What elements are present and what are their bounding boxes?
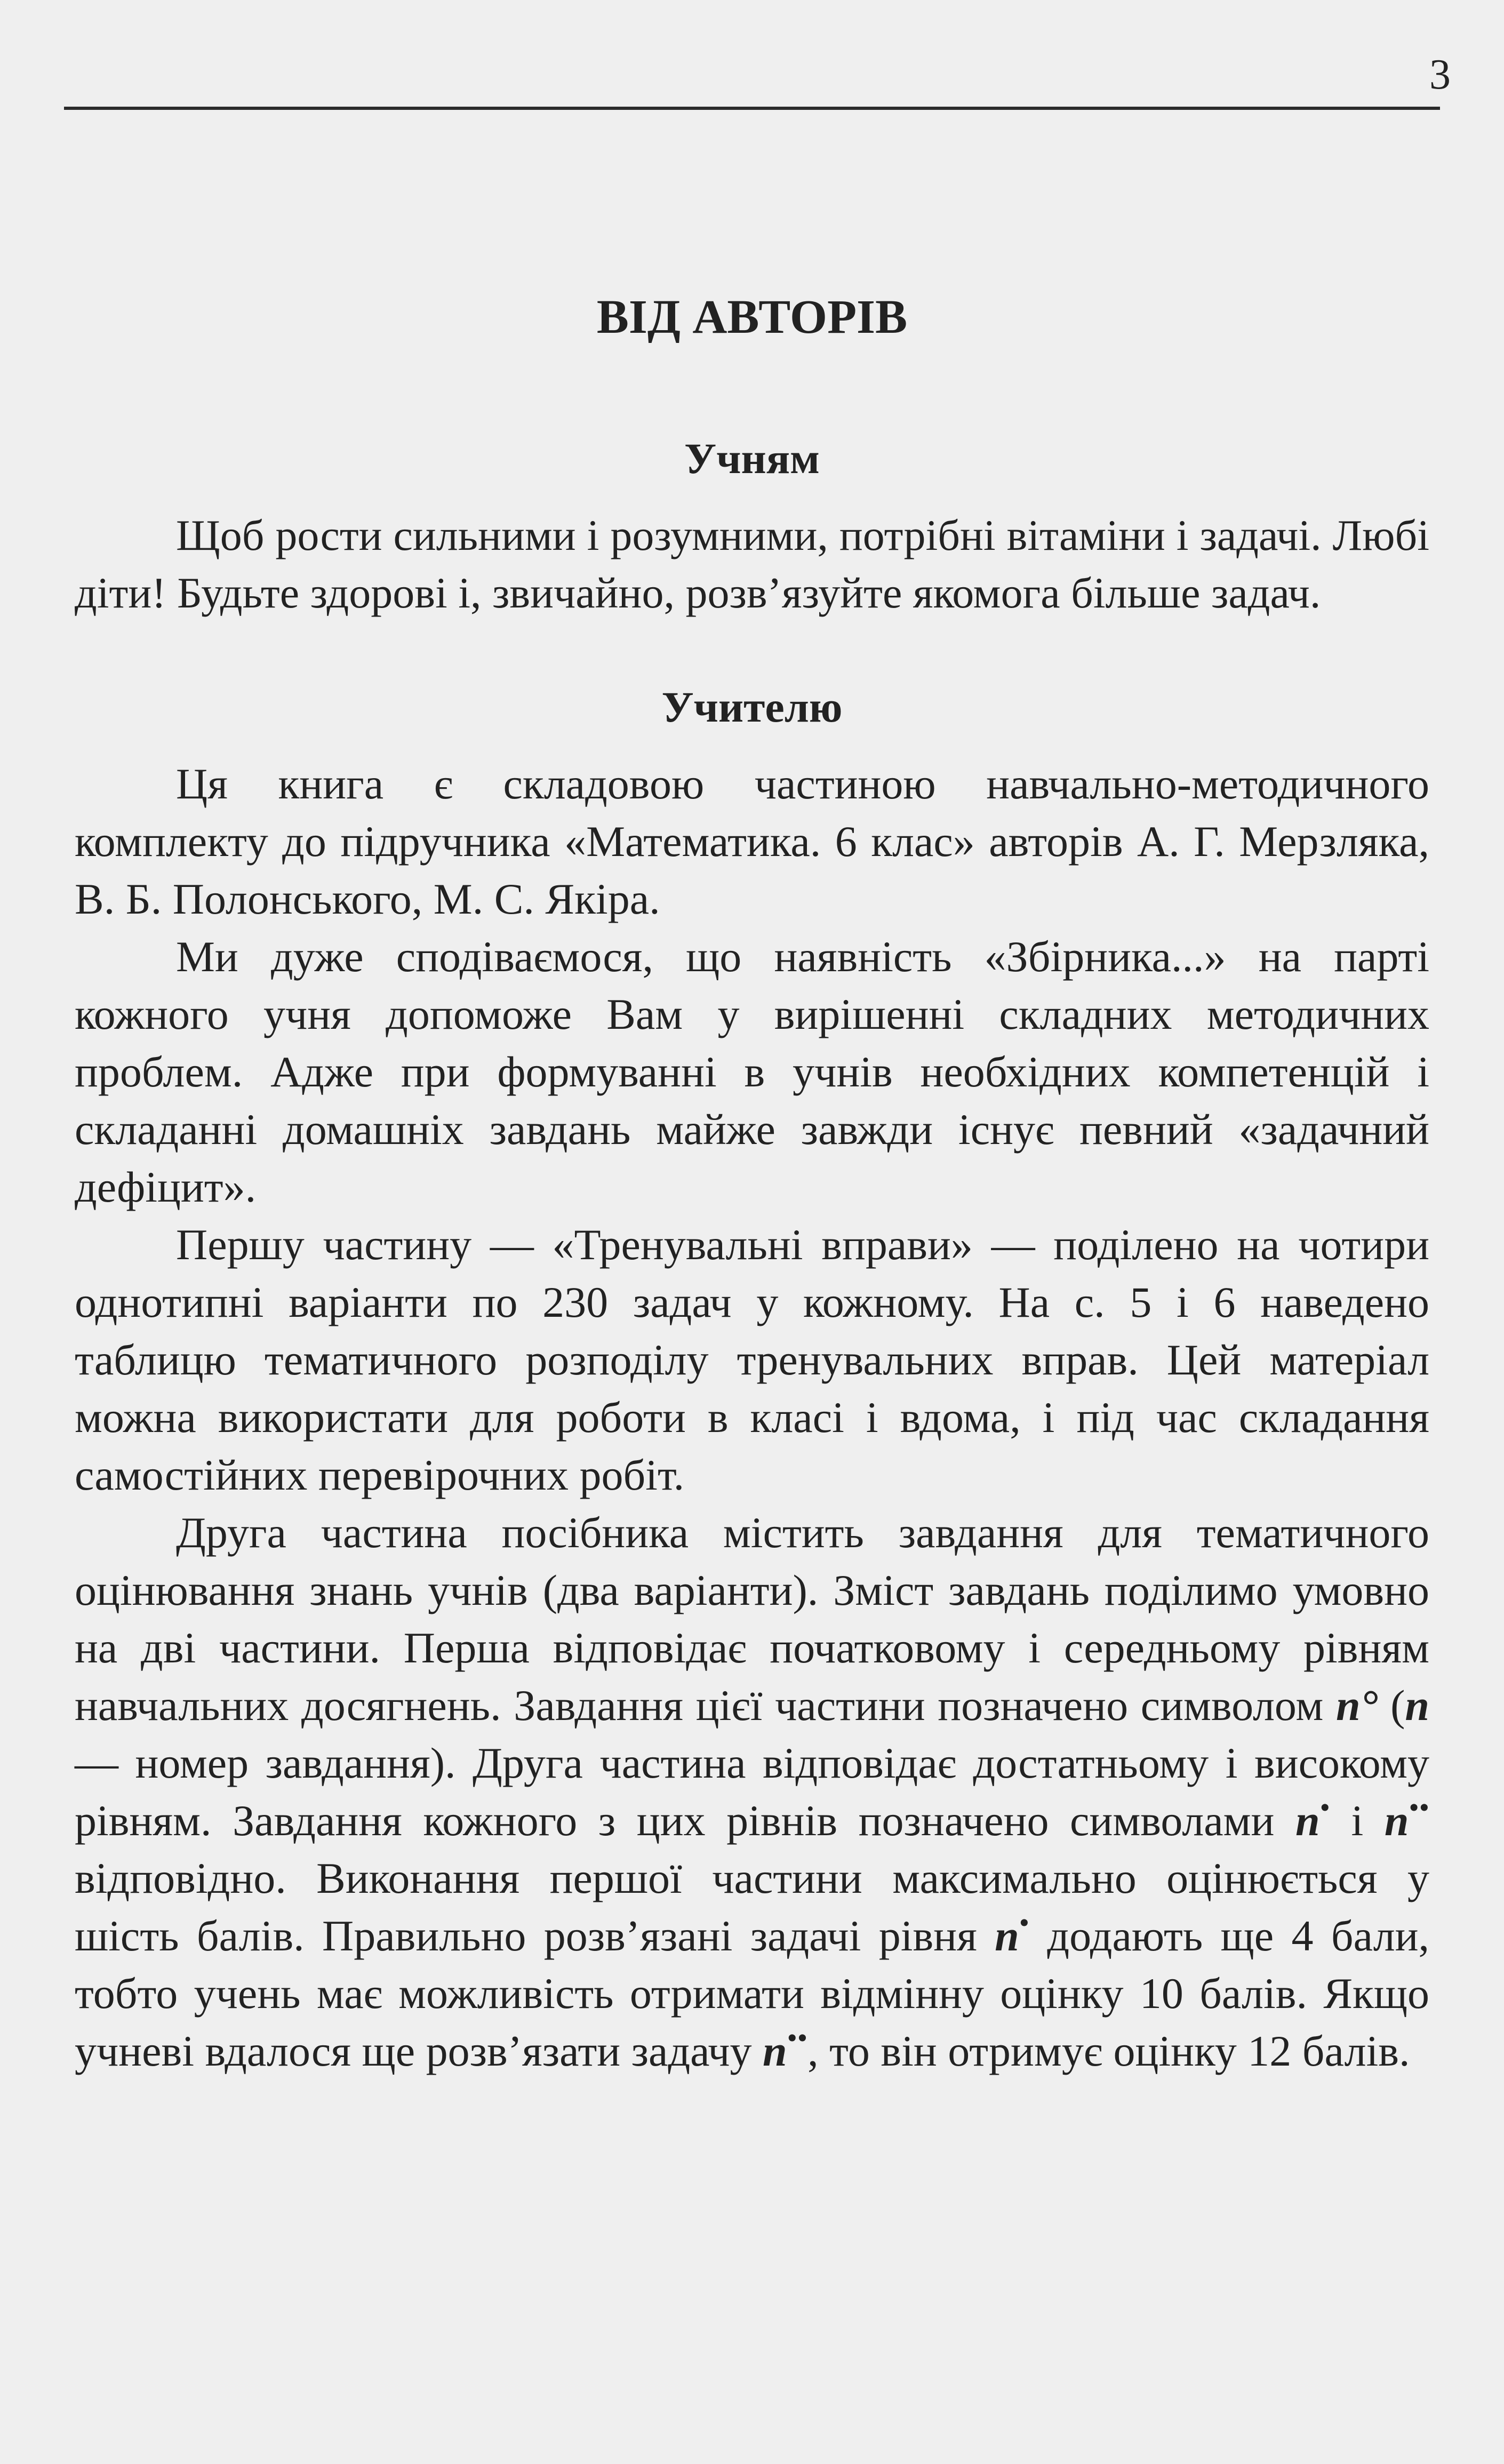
p4-text-5: відповідно. Виконання першої частини максимально оцінюється у шість балів. Правильно розв’язані задачі рівня (75, 1854, 1429, 1960)
symbol-two-dots-2: •• (787, 2021, 808, 2054)
symbol-task-number: n (1405, 1681, 1429, 1730)
p4-text-7: , то він отримує оцінку 12 балів. (807, 2027, 1410, 2075)
symbol-sufficient-level-2: n (995, 1911, 1019, 1960)
symbol-two-dots: •• (1409, 1790, 1429, 1823)
header-rule (64, 107, 1440, 110)
page-content (75, 288, 1429, 2080)
symbol-one-dot: • (1319, 1790, 1330, 1823)
p4-text-1: Друга частина посібника містить завдання для тематичного оцінювання знань учнів (два варіанти). Зміст завдань поділимо умовно на дві частини. Перша відповідає початковому і середньому рівням навчальних досягнень. Завдання цієї частини позначено символом (75, 1508, 1429, 1730)
symbol-sufficient-level: n (1295, 1796, 1320, 1845)
p4-text-6: додають ще 4 бали, тобто учень має можливість отримати відмінну оцінку 10 балів. Якщо учневі вдалося ще розв’язати задачу (75, 1911, 1429, 2075)
p4-text-3: — номер завдання). Друга частина відповідає достатньому і високому рівням. Завдання кожного з цих рівнів позначено символами (75, 1739, 1429, 1845)
symbol-basic-level: n° (1335, 1681, 1378, 1730)
symbol-high-level-2: n (763, 2027, 787, 2075)
students-paragraph: Щоб рости сильними і розумними, потрібні вітаміни і задачі. Любі діти! Будьте здорові і, звичайно, розв’язуйте якомога більше задач. (75, 511, 1429, 617)
page-title: ВІД АВТОРІВ (596, 291, 908, 343)
p4-text-4: і (1330, 1796, 1385, 1845)
teacher-paragraph-3: Першу частину — «Тренувальні вправи» — поділено на чотири однотипні варіанти по 230 задач у кожному. На с. 5 і 6 наведено таблицю тематичного розподілу тренувальних вправ. Цей матеріал можна використати для роботи в класі і вдома, і під час складання самостійних перевірочних робіт. (75, 1220, 1429, 1499)
students-heading: Учням (684, 434, 820, 483)
page-number: 3 (1429, 51, 1451, 98)
p4-text-2: ( (1378, 1681, 1405, 1730)
symbol-high-level: n (1384, 1796, 1409, 1845)
teacher-paragraph-1: Ця книга є складовою частиною навчально-методичного комплекту до підручника «Математика. 6 клас» авторів А. Г. Мерзляка, В. Б. Полонського, М. С. Якіра. (75, 759, 1429, 923)
symbol-one-dot-2: • (1019, 1906, 1030, 1939)
teacher-heading: Учителю (661, 683, 843, 731)
teacher-paragraph-2: Ми дуже сподіваємося, що наявність «Збірника...» на парті кожного учня допоможе Вам у вирішенні складних методичних проблем. Адже при формуванні в учнів необхідних компетенцій і складанні домашніх завдань майже завжди існує певний «задачний дефіцит». (75, 932, 1429, 1211)
teacher-paragraph-4 (75, 1504, 1429, 2080)
